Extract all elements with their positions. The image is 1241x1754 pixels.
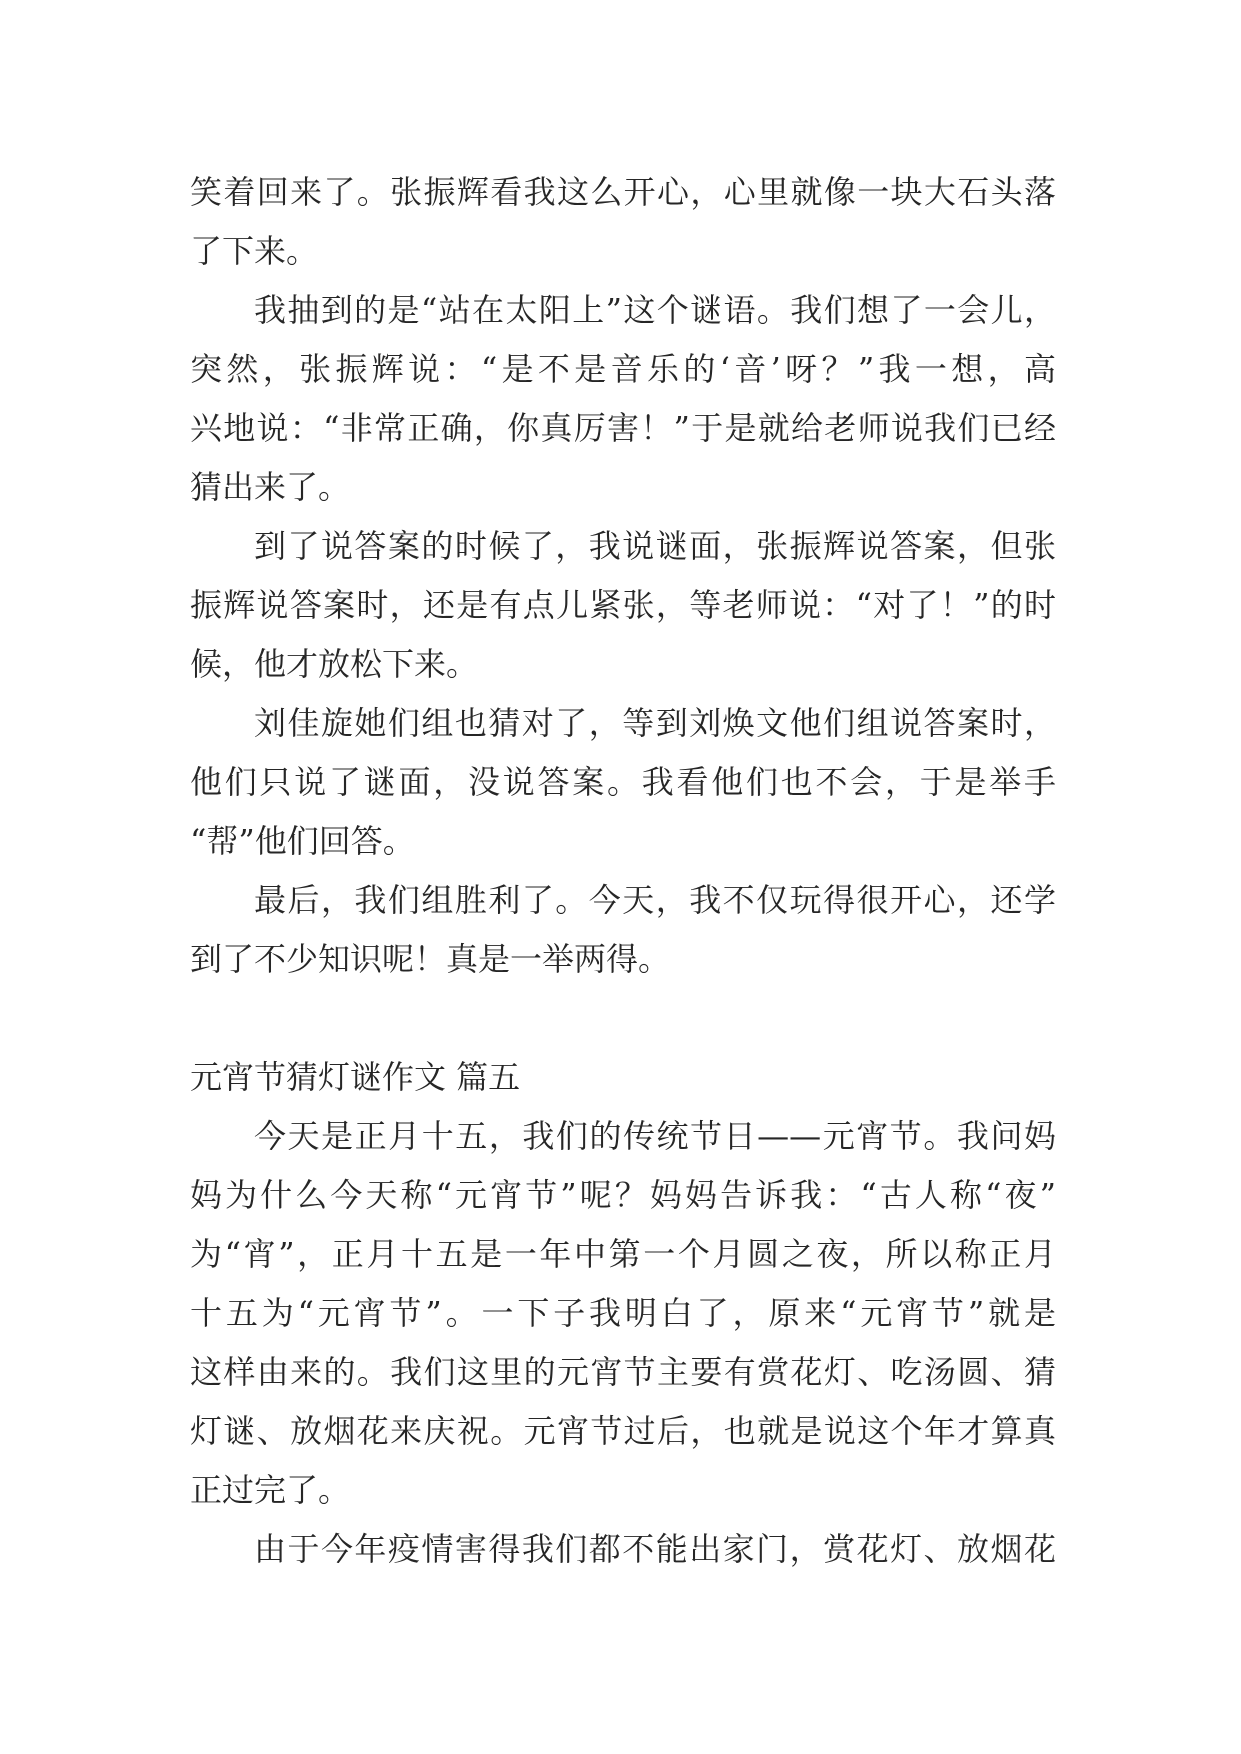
text-line: 我抽到的是“站在太阳上”这个谜语。我们想了一会儿， bbox=[254, 291, 1056, 329]
text-line: 笑着回来了。张振辉看我这么开心，心里就像一块大石头落 bbox=[190, 173, 1056, 211]
text-line: 灯谜、放烟花来庆祝。元宵节过后，也就是说这个年才算真 bbox=[190, 1412, 1056, 1450]
text-line: 最后，我们组胜利了。今天，我不仅玩得很开心，还学 bbox=[254, 881, 1056, 919]
text-line: 今天是正月十五，我们的传统节日——元宵节。我问妈 bbox=[254, 1117, 1056, 1155]
text-line: 刘佳旋她们组也猜对了，等到刘焕文他们组说答案时， bbox=[254, 704, 1056, 742]
text-line: 猜出来了。 bbox=[190, 468, 351, 506]
text-line: 到了说答案的时候了，我说谜面，张振辉说答案，但张 bbox=[254, 527, 1056, 565]
text-line: 振辉说答案时，还是有点儿紧张，等老师说：“对了！”的时 bbox=[190, 586, 1056, 624]
text-line: 候，他才放松下来。 bbox=[190, 645, 479, 683]
paragraph bbox=[190, 1107, 1056, 1520]
paragraph bbox=[190, 694, 1056, 871]
text-line: 这样由来的。我们这里的元宵节主要有赏花灯、吃汤圆、猜 bbox=[190, 1353, 1056, 1391]
text-line: 到了不少知识呢！真是一举两得。 bbox=[190, 940, 671, 978]
document-body bbox=[190, 163, 1056, 1579]
paragraph bbox=[190, 517, 1056, 694]
essay-title: 元宵节猜灯谜作文 篇五 bbox=[190, 1058, 521, 1096]
paragraph bbox=[190, 281, 1056, 517]
text-line: 为“宵”，正月十五是一年中第一个月圆之夜，所以称正月 bbox=[190, 1235, 1056, 1273]
blank-line bbox=[190, 989, 1056, 1048]
text-line: 兴地说：“非常正确，你真厉害！”于是就给老师说我们已经 bbox=[190, 409, 1056, 447]
text-line: 了下来。 bbox=[190, 232, 319, 270]
text-line: 由于今年疫情害得我们都不能出家门，赏花灯、放烟花 bbox=[254, 1530, 1056, 1568]
text-line: 他们只说了谜面，没说答案。我看他们也不会，于是举手 bbox=[190, 763, 1056, 801]
paragraph bbox=[190, 163, 1056, 281]
paragraph bbox=[190, 1520, 1056, 1579]
paragraph bbox=[190, 871, 1056, 989]
text-line: “帮”他们回答。 bbox=[190, 822, 415, 860]
text-line: 十五为“元宵节”。一下子我明白了，原来“元宵节”就是 bbox=[190, 1294, 1056, 1332]
text-line: 突然，张振辉说：“是不是音乐的‘音’呀？”我一想，高 bbox=[190, 350, 1056, 388]
text-line: 妈为什么今天称“元宵节”呢？妈妈告诉我：“古人称“夜” bbox=[190, 1176, 1056, 1214]
text-line: 正过完了。 bbox=[190, 1471, 351, 1509]
